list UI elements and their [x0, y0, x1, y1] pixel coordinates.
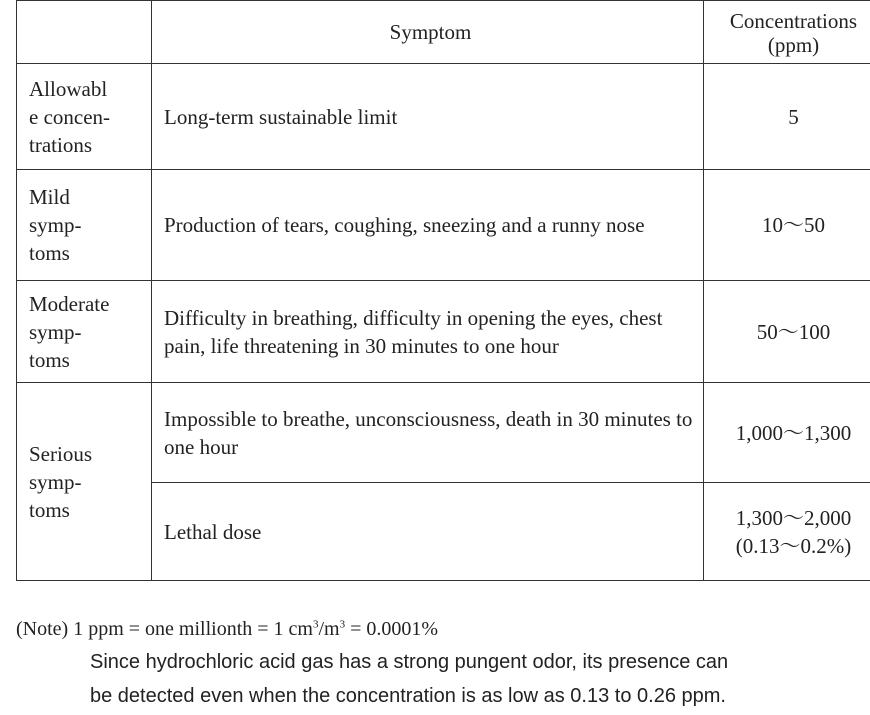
- note-superscript: 3: [312, 618, 319, 631]
- table-header-row: [17, 1, 870, 64]
- concentration-cell: [704, 483, 870, 581]
- category-label-line: e concen-: [29, 104, 111, 129]
- category-label-line: toms: [29, 347, 70, 372]
- category-cell: [17, 383, 152, 581]
- category-label-line: symp-: [29, 469, 82, 494]
- category-cell: [17, 281, 152, 383]
- category-label-line: trations: [29, 132, 92, 157]
- table-row: [17, 383, 870, 483]
- category-label-line: Moderate: [29, 291, 110, 316]
- category-label-line: toms: [29, 241, 70, 265]
- note-prefix: (Note): [16, 618, 69, 640]
- note-explanation-line: Since hydrochloric acid gas has a strong pungent odor, its presence can: [90, 651, 729, 673]
- header-category-cell: [17, 1, 152, 64]
- table-row: [17, 170, 870, 281]
- note-formula-a: 1 ppm = one millionth = 1 cm: [73, 618, 313, 640]
- concentration-cell: 5: [704, 64, 870, 170]
- note-formula-b: /m: [318, 618, 340, 640]
- header-concentration-cell: [704, 1, 870, 64]
- concentration-cell: 50～100: [704, 281, 870, 383]
- concentration-range: 1,300～2,000: [735, 505, 852, 530]
- table-row: [17, 64, 870, 170]
- note-formula-line: [16, 614, 438, 644]
- symptom-cell: Difficulty in breathing, difficulty in opening the eyes, chest pain, life threatening in 30 minutes to one hour: [152, 281, 704, 383]
- concentration-percent: (0.13～0.2%): [735, 533, 852, 558]
- category-label-line: Mild: [29, 185, 70, 209]
- category-label-line: symp-: [29, 319, 82, 344]
- note-formula-c: = 0.0001%: [345, 618, 439, 640]
- table-row: [17, 281, 870, 383]
- symptom-cell: Production of tears, coughing, sneezing and a runny nose: [152, 170, 704, 281]
- symptom-cell: Lethal dose: [152, 483, 704, 581]
- header-concentration-label: Concentrations: [729, 9, 858, 33]
- symptom-cell: Long-term sustainable limit: [152, 64, 704, 170]
- header-concentration-unit: (ppm): [767, 33, 820, 57]
- category-cell: [17, 170, 152, 281]
- note-superscript: 3: [339, 618, 346, 631]
- concentration-cell: 10～50: [704, 170, 870, 281]
- category-label-line: Allowabl: [29, 76, 108, 101]
- category-label-line: symp-: [29, 213, 82, 237]
- category-cell: [17, 64, 152, 170]
- category-label-line: toms: [29, 497, 70, 522]
- symptom-cell: Impossible to breathe, unconsciousness, death in 30 minutes to one hour: [152, 383, 704, 483]
- concentration-cell: 1,000～1,300: [704, 383, 870, 483]
- header-symptom-cell: Symptom: [152, 1, 704, 64]
- hcl-symptom-table: [16, 0, 870, 581]
- note-explanation-line: be detected even when the concentration is as low as 0.13 to 0.26 ppm.: [90, 685, 726, 707]
- category-label-line: Serious: [29, 441, 92, 466]
